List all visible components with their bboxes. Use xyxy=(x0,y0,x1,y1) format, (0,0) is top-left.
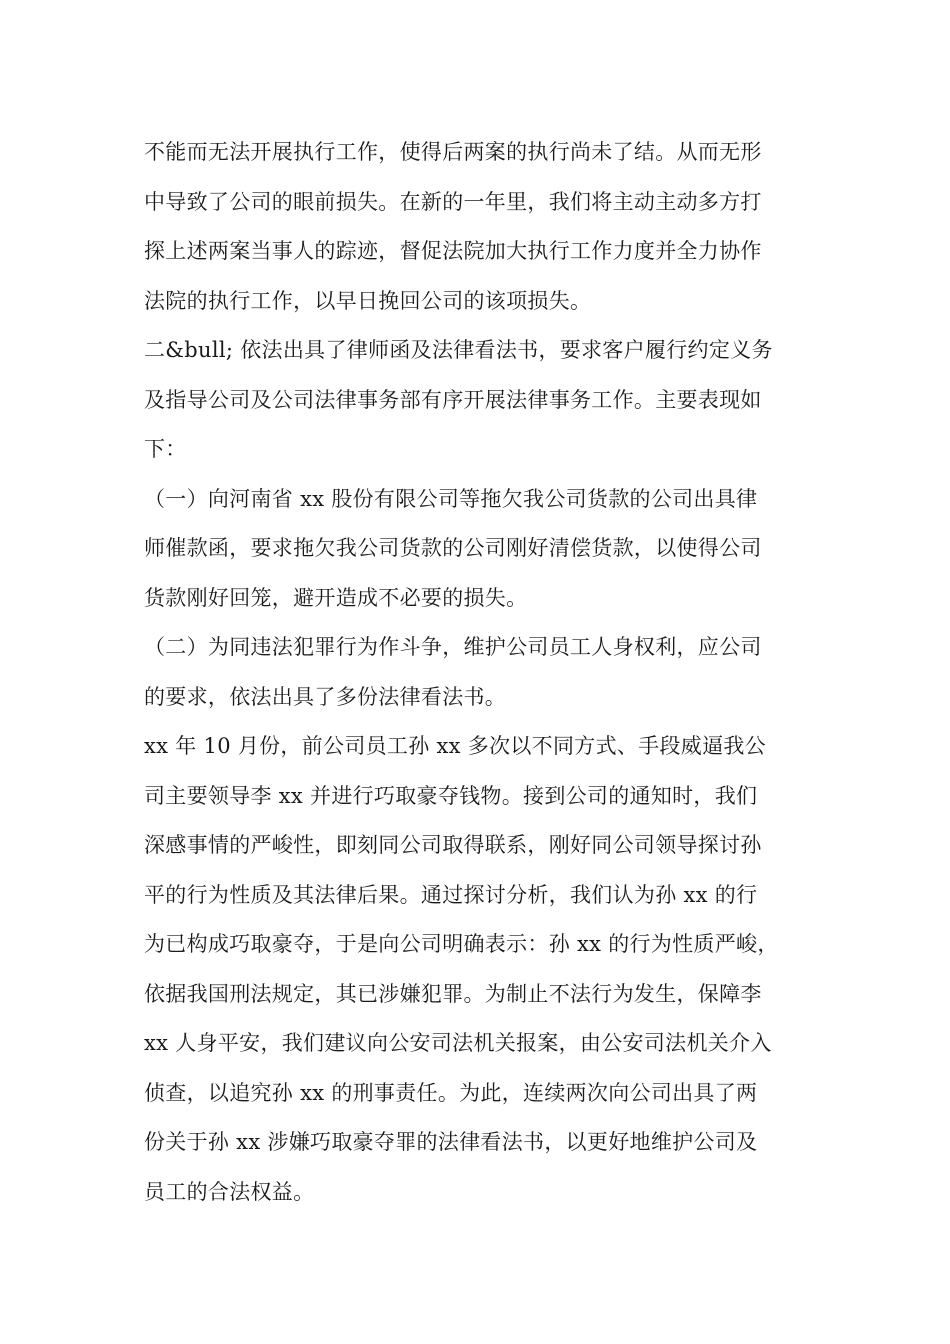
text-line: 下： xyxy=(144,437,187,461)
text-line: 深感事情的严峻性，即刻同公司取得联系，刚好同公司领导探讨孙 xyxy=(144,833,762,857)
text-line: 法院的执行工作，以早日挽回公司的该项损失。 xyxy=(144,288,592,313)
text-line: 中导致了公司的眼前损失。在新的一年里，我们将主动主动多方打 xyxy=(144,189,762,214)
text-line: 份关于孙 xx 涉嫌巧取豪夺罪的法律看法书，以更好地维护公司及 xyxy=(144,1130,758,1154)
text-line: 货款刚好回笼，避开造成不必要的损失。 xyxy=(144,585,528,610)
text-line: （二）为同违法犯罪行为作斗争，维护公司员工人身权利，应公司 xyxy=(144,635,762,659)
text-line: 二&bull; 依法出具了律师函及法律看法书，要求客户履行约定义务 xyxy=(144,338,773,362)
text-line: 依据我国刑法规定，其已涉嫌犯罪。为制止不法行为发生，保障李 xyxy=(144,981,762,1006)
text-line: 侦查，以追究孙 xx 的刑事责任。为此，连续两次向公司出具了两 xyxy=(144,1080,758,1105)
text-line: （一）向河南省 xx 股份有限公司等拖欠我公司货款的公司出具律 xyxy=(144,486,758,511)
text-line: 探上述两案当事人的踪迹，督促法院加大执行工作力度并全力协作 xyxy=(144,239,762,263)
text-line: 不能而无法开展执行工作，使得后两案的执行尚未了结。从而无形 xyxy=(144,140,762,164)
text-line: 师催款函，要求拖欠我公司货款的公司刚好清偿货款，以使得公司 xyxy=(144,536,762,560)
text-line: xx 年 10 月份，前公司员工孙 xx 多次以不同方式、手段威逼我公 xyxy=(144,734,766,758)
text-line: 司主要领导李 xx 并进行巧取豪夺钱物。接到公司的通知时，我们 xyxy=(144,783,758,808)
text-line: 员工的合法权益。 xyxy=(144,1179,315,1204)
text-line: 的要求，依法出具了多份法律看法书。 xyxy=(144,684,507,709)
document-body xyxy=(144,128,824,1217)
text-line: 平的行为性质及其法律后果。通过探讨分析，我们认为孙 xx 的行 xyxy=(144,882,758,907)
text-line: 为已构成巧取豪夺，于是向公司明确表示：孙 xx 的行为性质严峻， xyxy=(144,932,779,956)
text-line: xx 人身平安，我们建议向公安司法机关报案，由公安司法机关介入 xyxy=(144,1031,772,1055)
text-line: 及指导公司及公司法律事务部有序开展法律事务工作。主要表现如 xyxy=(144,387,762,412)
